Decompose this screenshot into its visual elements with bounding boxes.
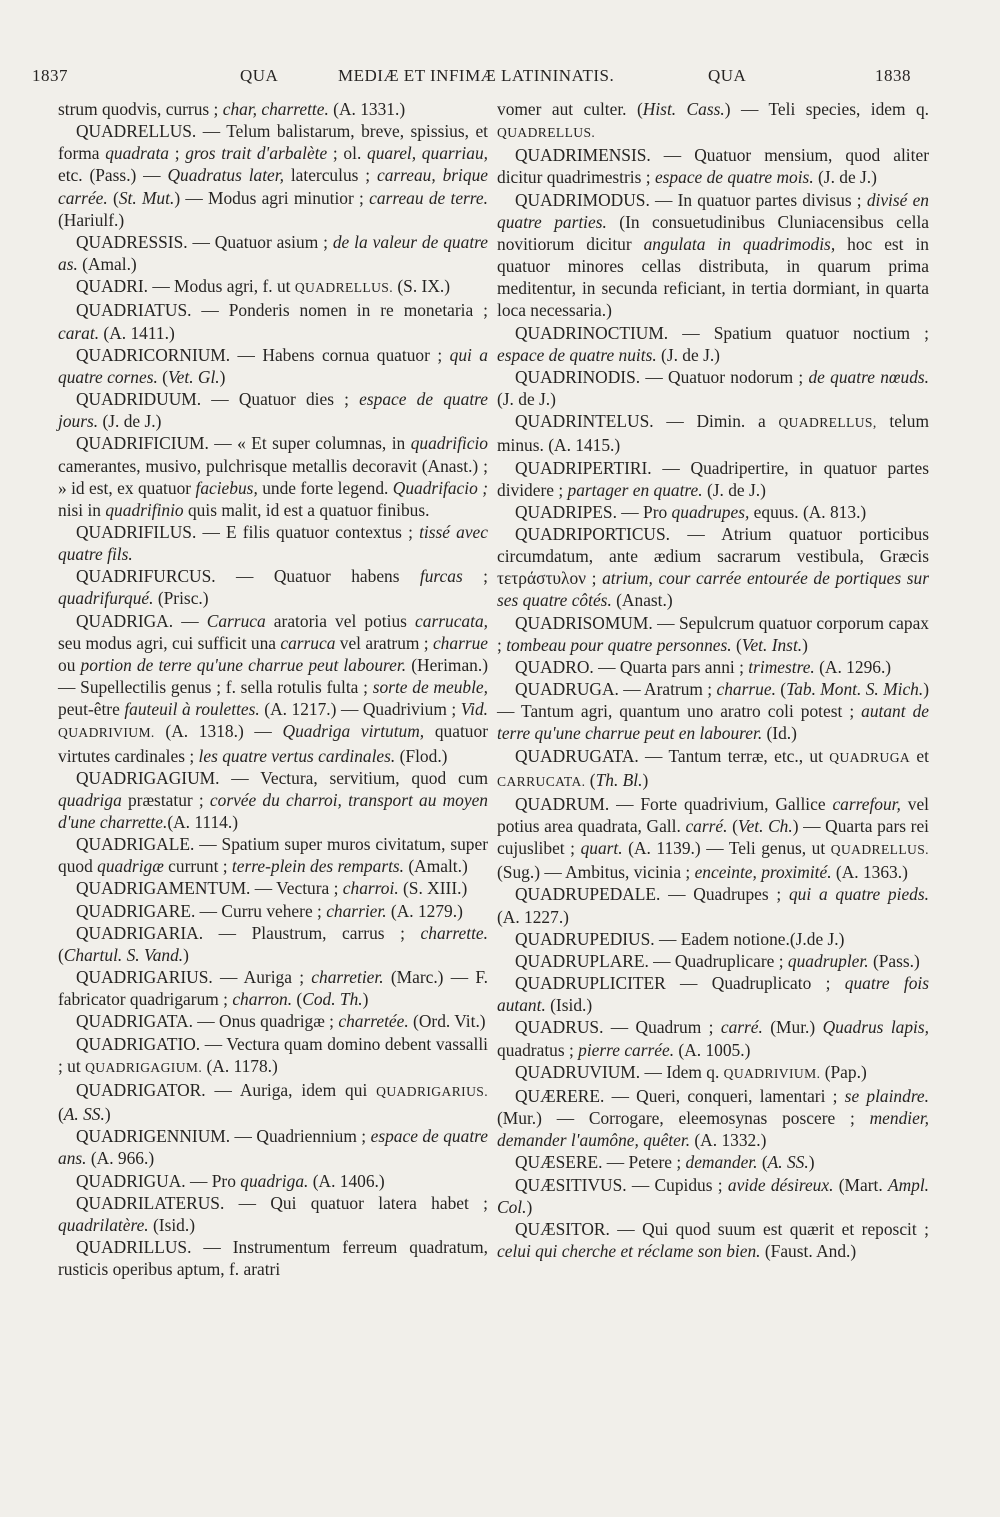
dictionary-entry: QUADRIGARIA. — Plaustrum, carrus ; charrette. (Chartul. S. Vand.) <box>58 922 488 965</box>
dictionary-entry: QUÆSERE. — Petere ; demander. (A. SS.) <box>515 1152 815 1173</box>
dictionary-entry: QUADRIFURCUS. — Quatuor habens furcas ; quadrifurqué. (Prisc.) <box>58 566 488 609</box>
dictionary-entry: QUADRINODIS. — Quatuor nodorum ; de quatre nœuds. (J. de J.) <box>497 366 930 410</box>
guide-word-left: QUA <box>240 66 279 85</box>
dictionary-entry: QUADRIMENSIS. — Quatuor mensium, quod aliter dicitur quadrimestris ; espace de quatre mois. (J. de J.) <box>497 145 929 188</box>
dictionary-entry: QUADRIPES. — Pro quadrupes, equus. (A. 813.) <box>515 501 867 522</box>
dictionary-entry: QUÆSITOR. — Qui quod suum est quærit et reposcit ; celui qui cherche et réclame son bien. (Faust. And.) <box>497 1218 929 1261</box>
dictionary-entry: QUADRIGARE. — Curru vehere ; charrier. (A. 1279.) <box>76 900 463 921</box>
dictionary-entry: QUADRUPEDALE. — Quadrupes ; qui a quatre pieds. (A. 1227.) <box>497 884 929 927</box>
dictionary-entry: QUADRIGATOR. — Auriga, idem qui QUADRIGARIUS. (A. SS.) <box>58 1079 488 1125</box>
dictionary-entry: QUADRIGAMENTUM. — Vectura ; charroi. (S. XIII.) <box>76 878 468 899</box>
dictionary-entry: QUADRIFICIUM. — « Et super columnas, in quadrificio camerantes, musivo, pulchrisque metallis decoravit (Anast.) ; » id est, ex quatuor faciebus, unde forte legend. Quadrifacio ; nisi in quadrifinio quis malit, id est a quatuor finibus. <box>58 433 488 520</box>
dictionary-entry: QUADRINOCTIUM. — Spatium quatuor noctium ; espace de quatre nuits. (J. de J.) <box>497 322 929 365</box>
dictionary-entry: QUADRIFILUS. — E filis quatuor contextus ; tissé avec quatre fils. <box>58 521 488 565</box>
dictionary-entry: QUADRUGATA. — Tantum terræ, etc., ut QUADRUGA et CARRUCATA. (Th. Bl.) <box>497 745 929 790</box>
dictionary-entry: QUADRELLUS. — Telum balistarum, breve, spissius, et forma quadrata ; gros trait d'arbalète ; ol. quarel, quarriau, etc. (Pass.) — Quadratus later, laterculus ; carreau, brique carrée. (St. Mut.) — Modus agri minutior ; carreau de terre. (Hariulf.) <box>58 121 488 230</box>
dictionary-entry: QUADRIGALE. — Spatium super muros civitatum, super quod quadrigæ currunt ; terre-plein des remparts. (Amalt.) <box>58 834 488 877</box>
dictionary-entry: QUADRISOMUM. — Sepulcrum quatuor corporum capax ; tombeau pour quatre personnes. (Vet. Inst.) <box>497 612 929 655</box>
dictionary-entry: QUADRIGATIO. — Vectura quam domino debent vassalli ; ut QUADRIGAGIUM. (A. 1178.) <box>58 1033 488 1076</box>
dictionary-entry: QUADRIMODUS. — In quatuor partes divisus ; divisé en quatre parties. (In consuetudinibus Cluniacensibus cella novitiorum dicitur angulata in quadrimodis, hoc est in quatuor minores cellas distributa, in quarum prima meditentur, in secunda reficiant, in tertia dormiant, in quarta loca necessaria.) <box>497 189 929 321</box>
dictionary-entry: QUADRUPLICITER — Quadruplicato ; quatre fois autant. (Isid.) <box>497 973 930 1016</box>
dictionary-entry: QUADRIATUS. — Ponderis nomen in re monetaria ; carat. (A. 1411.) <box>58 300 488 343</box>
dictionary-entry: QUADRIGAGIUM. — Vectura, servitium, quod cum quadriga præstatur ; corvée du charroi, transport au moyen d'une charrette.(A. 1114.) <box>58 767 488 832</box>
left-column <box>58 98 488 1280</box>
dictionary-entry: QUADRESSIS. — Quatuor asium ; de la valeur de quatre as. (Amal.) <box>58 231 488 275</box>
dictionary-entry: QUADRUM. — Forte quadrivium, Gallice carrefour, vel potius area quadrata, Gall. carré. (Vet. Ch.) — Quarta pars rei cujuslibet ; quart. (A. 1139.) — Teli genus, ut QUADRELLUS. (Sug.) — Ambitus, vicinia ; enceinte, proximité. (A. 1363.) <box>497 793 930 883</box>
dictionary-entry: QUADRIPERTIRI. — Quadripertire, in quatuor partes dividere ; partager en quatre. (J. de J.) <box>497 457 929 500</box>
dictionary-entry: QUADRUPEDIUS. — Eadem notione.(J.de J.) <box>515 928 845 949</box>
dictionary-entry: QUADRUPLARE. — Quadruplicare ; quadrupler. (Pass.) <box>515 950 920 971</box>
dictionary-entry: QUADRIGARIUS. — Auriga ; charretier. (Marc.) — F. fabricator quadrigarum ; charron. (Cod. Th.) <box>58 967 488 1010</box>
dictionary-entry: QUADRIGUA. — Pro quadriga. (A. 1406.) <box>76 1170 385 1191</box>
guide-word-right: QUA <box>708 66 747 85</box>
dictionary-entry: QUÆSITIVUS. — Cupidus ; avide désireux. (Mart. Ampl. Col.) <box>497 1174 930 1217</box>
dictionary-entry: QUADRILLUS. — Instrumentum ferreum quadratum, rusticis operibus aptum, f. aratri <box>58 1236 488 1280</box>
right-column <box>497 98 929 1262</box>
dictionary-entry: QUADRIGA. — Carruca aratoria vel potius carrucata, seu modus agri, cui sufficit una carruca vel aratrum ; charrue ou portion de terre qu'une charrue peut labourer. (Heriman.) — Supellectilis genus ; f. sella rotulis fulta ; sorte de meuble, peut-être fauteuil à roulettes. (A. 1217.) — Quadrivium ; Vid. QUADRIVIUM. (A. 1318.) — Quadriga virtutum, quatuor virtutes cardinales ; les quatre vertus cardinales. (Flod.) <box>58 610 489 766</box>
dictionary-entry: QUADRIGENNIUM. — Quadriennium ; espace de quatre ans. (A. 966.) <box>58 1126 488 1169</box>
dictionary-entry: QUADRUS. — Quadrum ; carré. (Mur.) Quadrus lapis, quadratus ; pierre carrée. (A. 1005.) <box>497 1017 929 1060</box>
page-title: MEDIÆ ET INFIMÆ LATININATIS. <box>338 66 615 85</box>
dictionary-entry: QUÆRERE. — Queri, conqueri, lamentari ; se plaindre. (Mur.) — Corrogare, eleemosynas poscere ; mendier, demander l'aumône, quêter. (A. 1332.) <box>497 1085 930 1151</box>
running-header <box>30 62 930 92</box>
dictionary-entry: QUADRUVIUM. — Idem q. QUADRIVIUM. (Pap.) <box>515 1061 867 1082</box>
dictionary-entry: QUADRIPORTICUS. — Atrium quatuor porticibus circumdatum, ante ædium sacrarum vestibula, Græcis τετράστυλον ; atrium, cour carrée entourée de portiques sur ses quatre côtés. (Anast.) <box>497 523 930 611</box>
dictionary-entry: QUADRI. — Modus agri, f. ut QUADRELLUS. (S. IX.) <box>76 276 451 297</box>
page-number-right: 1838 <box>875 66 911 85</box>
dictionary-entry: QUADRINTELUS. — Dimin. a QUADRELLUS, telum minus. (A. 1415.) <box>497 411 929 456</box>
dictionary-entry: QUADRUGA. — Aratrum ; charrue. (Tab. Mont. S. Mich.) — Tantum agri, quantum uno aratro coli potest ; autant de terre qu'une charrue peut en labourer. (Id.) <box>497 679 930 744</box>
dictionary-entry: QUADRICORNIUM. — Habens cornua quatuor ; qui a quatre cornes. (Vet. Gl.) <box>58 344 488 387</box>
dictionary-entry: QUADRIDUUM. — Quatuor dies ; espace de quatre jours. (J. de J.) <box>58 389 488 432</box>
dictionary-entry: QUADRO. — Quarta pars anni ; trimestre. (A. 1296.) <box>515 656 892 677</box>
dictionary-entry: strum quodvis, currus ; char, charrette. (A. 1331.) <box>58 99 406 119</box>
dictionary-entry: vomer aut culter. (Hist. Cass.) — Teli species, idem q. QUADRELLUS. <box>497 99 930 141</box>
dictionary-entry: QUADRIGATA. — Onus quadrigæ ; charretée. (Ord. Vit.) <box>76 1011 486 1032</box>
page-number-left: 1837 <box>32 66 68 85</box>
dictionary-entry: QUADRILATERUS. — Qui quatuor latera habet ; quadrilatère. (Isid.) <box>58 1192 488 1235</box>
